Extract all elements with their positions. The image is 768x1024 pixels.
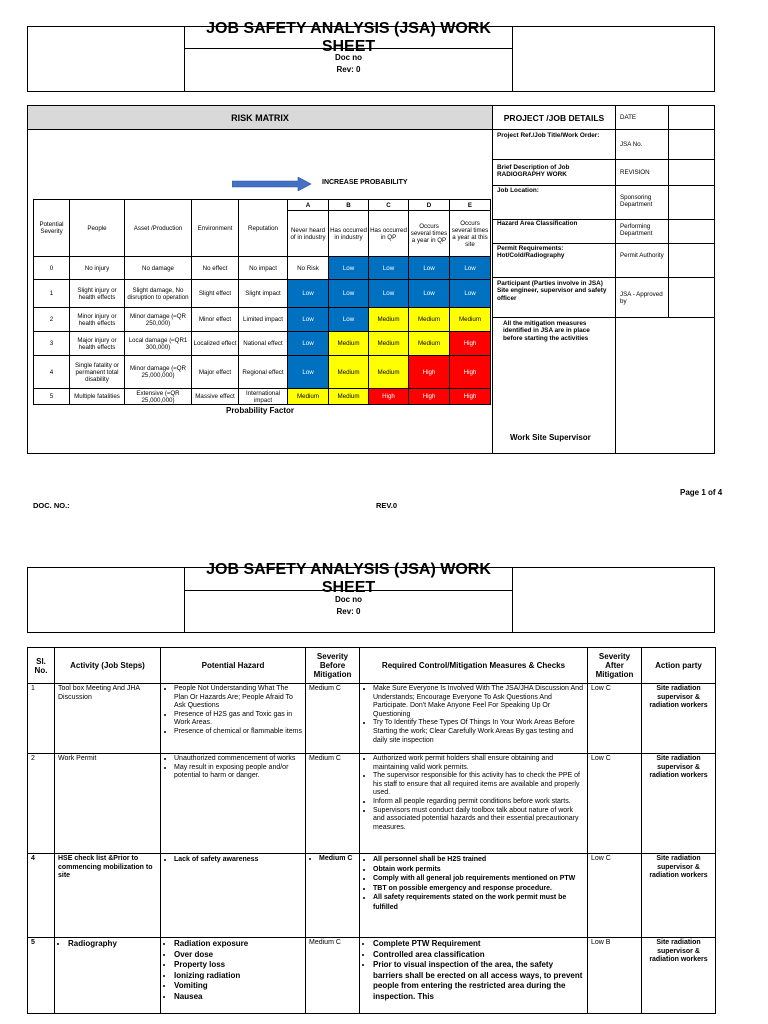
- environment-effect: Massive effect: [191, 388, 239, 405]
- header-rev-2: Rev: 0: [336, 606, 361, 616]
- prob-letter-A: A: [287, 199, 329, 211]
- risk-cell-high: High: [408, 355, 450, 389]
- activity-item: • Radiography: [68, 939, 157, 950]
- col-header-sl: Sl. No.: [28, 648, 55, 684]
- project-permit: Permit Requirements: Hot/Cold/Radiography: [497, 245, 565, 260]
- people-effect: Slight injury or health effects: [69, 279, 125, 308]
- hazard-item: • Ionizing radiation: [174, 971, 302, 982]
- control-measures: [360, 854, 588, 938]
- risk-cell-high: High: [408, 388, 450, 405]
- hazard-item-list: [164, 755, 302, 781]
- prob-desc: Never heard of in industry: [287, 210, 329, 257]
- control-item: • Complete PTW Requirement: [373, 939, 584, 950]
- table-row: [28, 938, 716, 1014]
- matrix-col-header: People: [69, 199, 125, 257]
- footer-rev: REV.0: [376, 501, 397, 510]
- severity-before: Medium C: [306, 754, 360, 854]
- risk-cell-low: Low: [368, 279, 409, 308]
- table-row: [28, 684, 716, 754]
- label-permit-authority: Permit Authority: [620, 252, 664, 259]
- severity-item: • Medium C: [319, 855, 356, 864]
- environment-effect: Localized effect: [191, 331, 239, 356]
- hazard-item: • Lack of safety awareness: [174, 855, 302, 865]
- matrix-col-header: Environment: [191, 199, 239, 257]
- severity-after: Low C: [588, 684, 642, 754]
- header-rev-1: Rev: 0: [336, 64, 361, 74]
- severity-before: Medium C: [306, 938, 360, 1014]
- hazard-item: • Nausea: [174, 992, 302, 1003]
- hazard-item: • Property loss: [174, 960, 302, 971]
- table-row: [28, 854, 716, 938]
- hazard-item: • Unauthorized commencement of works: [174, 755, 302, 764]
- hazard-item: • People Not Understanding What The Plan Or Hazards Are; People Afraid To Ask Questions: [174, 685, 302, 711]
- control-item: • Comply with all general job requirements mentioned on PTW: [373, 874, 584, 884]
- project-participant: Participant (Parties involve in JSA) Site engineer, supervisor and safety officer: [497, 280, 607, 302]
- risk-cell-med: Medium: [368, 307, 409, 332]
- people-effect: No injury: [69, 256, 125, 280]
- people-effect: Major injury or health effects: [69, 331, 125, 356]
- control-item: • TBT on possible emergency and response procedure.: [373, 884, 584, 894]
- activity-step: [55, 754, 161, 854]
- risk-cell-med: Medium: [328, 388, 369, 405]
- reputation-effect: Slight impact: [238, 279, 288, 308]
- probability-factor-label: Probability Factor: [225, 405, 294, 415]
- severity-value: 5: [33, 388, 70, 405]
- asset-effect: Extensive (≈QR 25,000,000): [124, 388, 192, 405]
- label-date: DATE: [620, 114, 637, 121]
- risk-cell-med: Medium: [368, 355, 409, 389]
- action-party: Site radiation supervisor & radiation workers: [642, 938, 716, 1014]
- control-item: • Obtain work permits: [373, 865, 584, 875]
- matrix-col-header: Asset /Production: [124, 199, 192, 257]
- control-item: • Authorized work permit holders shall ensure obtaining and maintaining valid work permits.: [373, 755, 584, 772]
- col-header-sev-after: Severity After Mitigation: [588, 648, 642, 684]
- prob-desc: Has occurred in industry: [328, 210, 369, 257]
- risk-cell-low: Low: [287, 279, 329, 308]
- risk-cell-low: Low: [328, 256, 369, 280]
- severity-value: 2: [33, 307, 70, 332]
- project-hazard-area: Hazard Area Classification: [497, 220, 578, 227]
- prob-letter-B: B: [328, 199, 369, 211]
- potential-hazard: [161, 684, 306, 754]
- risk-cell-med: Medium: [408, 307, 450, 332]
- control-item: • The supervisor responsible for this activity has to check the PPE of his staff to ensure that all required items are available and properly used.: [373, 772, 584, 798]
- hazard-item-list: [164, 685, 302, 737]
- risk-cell-low: Low: [287, 331, 329, 356]
- severity-value: 1: [33, 279, 70, 308]
- environment-effect: Slight effect: [191, 279, 239, 308]
- reputation-effect: National effect: [238, 331, 288, 356]
- control-item: • Try To Identify These Types Of Things In Your Work Areas Before Starting the work; Clear Carefully Work Areas By gas testing and daily site inspection: [373, 719, 584, 745]
- activity-item-list: [58, 939, 157, 950]
- people-effect: Minor injury or health effects: [69, 307, 125, 332]
- risk-cell-low: Low: [449, 256, 491, 280]
- risk-matrix-title: RISK MATRIX: [27, 105, 493, 130]
- increase-probability-label: INCREASE PROBABILITY: [322, 179, 408, 186]
- control-measures: [360, 754, 588, 854]
- action-party: Site radiation supervisor & radiation workers: [642, 754, 716, 854]
- col-header-activity: Activity (Job Steps): [55, 648, 161, 684]
- prob-letter-C: C: [368, 199, 409, 211]
- activity-step: [55, 684, 161, 754]
- label-jsa-no: JSA No.: [620, 141, 643, 148]
- row-number: 1: [28, 684, 55, 754]
- severity-before: Medium C: [306, 684, 360, 754]
- row-number: 2: [28, 754, 55, 854]
- project-brief: Brief Description of Job RADIOGRAPHY WORK: [497, 164, 570, 179]
- severity-before: [306, 854, 360, 938]
- potential-hazard: [161, 938, 306, 1014]
- risk-cell-none: No Risk: [287, 256, 329, 280]
- matrix-col-header: Reputation: [238, 199, 288, 257]
- matrix-col-header: Potential Severity: [33, 199, 70, 257]
- risk-cell-low: Low: [287, 307, 329, 332]
- severity-value: 4: [33, 355, 70, 389]
- row-number: 4: [28, 854, 55, 938]
- footer-doc-no: DOC. NO.:: [33, 501, 70, 510]
- table-row: [28, 754, 716, 854]
- risk-cell-high: High: [449, 388, 491, 405]
- asset-effect: Minor damage (≈QR 25,000,000): [124, 355, 192, 389]
- label-jsa-approved: JSA - Approved by: [620, 291, 663, 306]
- control-item: • Prior to visual inspection of the area, the safety barriers shall be erected on all access ways, to prevent people from entering the restricted area during the inspection. This: [373, 960, 584, 1002]
- control-item: • Controlled area classification: [373, 950, 584, 961]
- asset-effect: Local damage (≈QR1 300,000): [124, 331, 192, 356]
- label-revision: REVISION: [620, 169, 650, 176]
- asset-effect: Slight damage, No disruption to operation: [124, 279, 192, 308]
- hazard-item: • Radiation exposure: [174, 939, 302, 950]
- col-header-controls: Required Control/Mitigation Measures & Checks: [360, 648, 588, 684]
- potential-hazard: [161, 754, 306, 854]
- activity-text: Tool box Meeting And JHA Discussion: [58, 685, 140, 701]
- risk-cell-low: Low: [328, 279, 369, 308]
- label-sponsoring-dept: Sponsoring Department: [620, 194, 653, 209]
- activity-step: [55, 938, 161, 1014]
- hazard-item: • Presence of H2S gas and Toxic gas in Work Areas.: [174, 711, 302, 728]
- control-item-list: [363, 855, 584, 912]
- control-item: • All personnel shall be H2S trained: [373, 855, 584, 865]
- arrow-right-icon: [232, 177, 312, 191]
- severity-after: Low B: [588, 938, 642, 1014]
- header-docno-2: Doc no: [334, 594, 363, 604]
- prob-letter-D: D: [408, 199, 450, 211]
- people-effect: Single fatality or permanent total disability: [69, 355, 125, 389]
- reputation-effect: No impact: [238, 256, 288, 280]
- risk-cell-med: Medium: [328, 355, 369, 389]
- header-docno-1: Doc no: [334, 52, 363, 62]
- asset-effect: Minor damage (≈QR 250,000): [124, 307, 192, 332]
- reputation-effect: Limited impact: [238, 307, 288, 332]
- row-number: 5: [28, 938, 55, 1014]
- control-item-list: [363, 685, 584, 745]
- environment-effect: Minor effect: [191, 307, 239, 332]
- activity-text: HSE check list &Prior to commencing mobilization to site: [58, 855, 153, 880]
- action-party: Site radiation supervisor & radiation workers: [642, 854, 716, 938]
- activity-text: Work Permit: [58, 755, 97, 762]
- hazard-item: • May result in exposing people and/or potential to harm or danger.: [174, 764, 302, 781]
- severity-after: Low C: [588, 754, 642, 854]
- col-header-hazard: Potential Hazard: [161, 648, 306, 684]
- project-ref: Project Ref./Job Title/Work Order:: [497, 132, 600, 139]
- action-party: Site radiation supervisor & radiation workers: [642, 684, 716, 754]
- asset-effect: No damage: [124, 256, 192, 280]
- reputation-effect: Regional effect: [238, 355, 288, 389]
- prob-desc: Occurs several times a year in QP: [408, 210, 450, 257]
- hazard-item: • Presence of chemical or flammable items: [174, 728, 302, 737]
- activity-step: [55, 854, 161, 938]
- label-performing-dept: Performing Department: [620, 223, 653, 238]
- control-measures: [360, 938, 588, 1014]
- severity-value: 0: [33, 256, 70, 280]
- control-item-list: [363, 755, 584, 832]
- project-mitigation-note: All the mitigation measures identified in JSA are in place before starting the activities: [503, 320, 590, 342]
- prob-desc: Occurs several times a year at this site: [449, 210, 491, 257]
- risk-cell-med: Medium: [368, 331, 409, 356]
- hazard-item: • Over dose: [174, 950, 302, 961]
- reputation-effect: International impact: [238, 388, 288, 405]
- risk-cell-med: Medium: [287, 388, 329, 405]
- header-title-2: JOB SAFETY ANALYSIS (JSA) WORK SHEET: [206, 561, 491, 596]
- hazard-item-list: [164, 939, 302, 1002]
- severity-after: Low C: [588, 854, 642, 938]
- potential-hazard: [161, 854, 306, 938]
- prob-letter-E: E: [449, 199, 491, 211]
- control-measures: [360, 684, 588, 754]
- control-item: • Inform all people regarding permit conditions before work starts.: [373, 798, 584, 807]
- environment-effect: Major effect: [191, 355, 239, 389]
- control-item-list: [363, 939, 584, 1002]
- project-details-title: PROJECT /JOB DETAILS: [492, 105, 616, 130]
- control-item: • Supervisors must conduct daily toolbox talk about nature of work and associated potential hazards and their essential precautionary measures.: [373, 807, 584, 833]
- control-item: • Make Sure Everyone Is Involved With The JSA/JHA Discussion And Understands; Encourage Everyone To Ask Questions And Participate. Don't Make Anyone Feel For Speaking Up Or Questioning: [373, 685, 584, 719]
- risk-cell-low: Low: [408, 279, 450, 308]
- footer-page: Page 1 of 4: [680, 488, 723, 497]
- risk-cell-high: High: [449, 355, 491, 389]
- severity-value: 3: [33, 331, 70, 356]
- activity-table: [27, 647, 716, 1014]
- people-effect: Multiple fatalities: [69, 388, 125, 405]
- environment-effect: No effect: [191, 256, 239, 280]
- col-header-action-party: Action party: [642, 648, 716, 684]
- risk-cell-low: Low: [287, 355, 329, 389]
- severity-item-list: [309, 855, 356, 864]
- control-item: • All safety requirements stated on the work permit must be fulfilled: [373, 893, 584, 912]
- risk-cell-med: Medium: [449, 307, 491, 332]
- risk-cell-high: High: [449, 331, 491, 356]
- hazard-item: • Vomiting: [174, 981, 302, 992]
- project-location: Job Location:: [497, 187, 539, 194]
- prob-desc: Has occurred in QP: [368, 210, 409, 257]
- risk-cell-high: High: [368, 388, 409, 405]
- header-title-1: JOB SAFETY ANALYSIS (JSA) WORK SHEET: [206, 20, 491, 55]
- hazard-item-list: [164, 855, 302, 865]
- risk-cell-low: Low: [328, 307, 369, 332]
- risk-cell-med: Medium: [408, 331, 450, 356]
- risk-cell-low: Low: [449, 279, 491, 308]
- col-header-sev-before: Severity Before Mitigation: [306, 648, 360, 684]
- work-site-supervisor: Work Site Supervisor: [510, 433, 591, 442]
- risk-cell-low: Low: [408, 256, 450, 280]
- risk-cell-low: Low: [368, 256, 409, 280]
- risk-cell-med: Medium: [328, 331, 369, 356]
